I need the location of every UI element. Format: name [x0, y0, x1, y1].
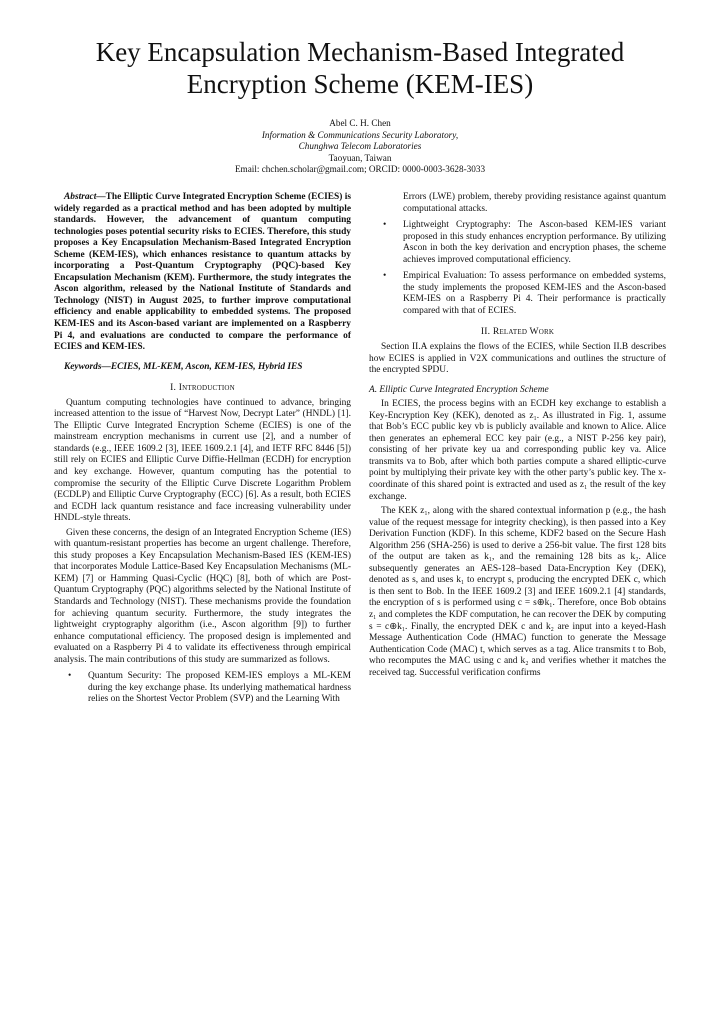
subsection-heading-ecies: A. Elliptic Curve Integrated Encryption Scheme [369, 384, 549, 395]
left-column [54, 192, 351, 711]
right-column [369, 192, 666, 711]
section-heading-introduction [54, 382, 351, 394]
intro-paragraph-2: Given these concerns, the design of an Integrated Encryption Scheme (IES) with quantum-resistant properties has become an urgent challenge. Therefore, this study proposes a Key Encapsulation Mechanism-Based IES (KEM-IES) that incorporates Module Lattice-Based Key Encapsulation Mechanisms (ML-KEM) [7] or Hamming Quasi-Cyclic (HQC) [8], both of which are Post-Quantum Cryptography (PQC) algorithms selected by the National Institute of Standards and Technology (NIST). These mechanisms provide the foundation for achieving quantum security. Furthermore, the study integrates the lightweight cryptography algorithm (i.e., Ascon algorithm [9]) to further enhance computational efficiency. The proposed design is implemented and evaluated on a Raspberry Pi 4 to validate its effectiveness through empirical analysis. The main contributions of this study are summarized as follows. [54, 527, 351, 665]
author-affiliation-org: Chunghwa Telecom Laboratories [298, 141, 422, 152]
section-number: I. [170, 382, 177, 394]
author-location: Taoyuan, Taiwan [328, 152, 392, 163]
list-item [369, 192, 666, 215]
list-item [54, 671, 351, 706]
list-item [369, 220, 666, 266]
bullet-icon: • [68, 671, 72, 682]
ecies-paragraph-1: In ECIES, the process begins with an ECDH key exchange to establish a Key-Encryption Key (KEK), denoted as z₁. As illustrated in Fig. 1, assume that Bob’s ECC public key vb is publicly available and known to Alice. Alice then generates an ephemeral ECC key pair (e.g., a NIST P-256 key pair), consisting of her private key ua and corresponding public key va. Alice transmits va to Bob, after which both parties compute a shared elliptic-curve point by multiplying their private key with the other party’s public key. The x-coordinate of this shared point is extracted and used as z₁ the result of the key exchange. [369, 399, 666, 502]
contributions-list-continued [369, 192, 666, 317]
keywords: Keywords—ECIES, ML-KEM, Ascon, KEM-IES, Hybrid IES [64, 361, 303, 372]
bullet-text-lightweight: Lightweight Cryptography: The Ascon-based KEM-IES variant proposed in this study enhances encryption performance. By utilizing Ascon in both the key derivation and encryption phases, the scheme achieves improved computational efficiency. [403, 220, 666, 265]
paper-title: Key Encapsulation Mechanism-Based Integrated Encryption Scheme (KEM-IES) [95, 37, 625, 99]
section-title: Related Work [492, 326, 555, 338]
bullet-text-evaluation: Empirical Evaluation: To assess performance on embedded systems, the study implements the proposed KEM-IES and the Ascon-based KEM-IES on a Raspberry Pi 4. Their performance is practically compared with that of ECIES. [403, 271, 666, 316]
author-affiliation-lab: Information & Communications Security Laboratory, [261, 129, 459, 140]
bullet-text-continued: Errors (LWE) problem, thereby providing resistance against quantum computational attacks. [403, 191, 666, 214]
section-number: II. [480, 326, 491, 338]
ecies-paragraph-2: The KEK z₁, along with the shared contextual information p (e.g., the hash value of the request message for integrity checking), is then passed into a Key Derivation Function (KDF). In this scheme, KDF2 based on the Secure Hash Algorithm 256 (SHA-256) is used to derive a 256-bit value. The first 128 bits of the output are taken as k₁, and the remaining 128 bits as k₂. Alice subsequently generates an AES-128–based Data-Encryption Key (DEK), denoted as s, and uses k₁ to encrypt s, producing the encrypted DEK c, which is then sent to Bob. In the IEEE 1609.2 [3] and IEEE 1609.2.1 [4] standards, the encryption of s is performed using c = s⊕k₁. Therefore, once Bob obtains z₁ and completes the KDF computation, he can recover the DEK by computing s = c⊕k₁. Finally, the encrypted DEK c and k₂ are input into a keyed-Hash Message Authentication Code (HMAC) function to generate the Message Authentication Code (MAC) t, which serves as a tag. Alice transmits t to Bob, who recomputes the MAC using c and k₂ and verifies whether it matches the received tag. Successful verification confirms [369, 506, 666, 678]
bullet-text-quantum-security: Quantum Security: The proposed KEM-IES employs a ML-KEM during the key exchange phase. Its underlying mathematical hardness relies on the Shortest Vector Problem (SVP) and the Learning With [88, 671, 351, 705]
abstract-text: —The Elliptic Curve Integrated Encryption Scheme (ECIES) is widely regarded as a practical method and has been adopted by multiple standards. However, the advancement of quantum computing technologies poses potential security risks to ECIES. Therefore, this study proposes a Key Encapsulation Mechanism-Based Integrated Encryption Scheme (KEM-IES), which enhances resistance to quantum attacks by incorporating a Post-Quantum Cryptography (PQC)-based Key Encapsulation Mechanism (KEM). Furthermore, the study integrates the Ascon algorithm, released by the National Institute of Standards and Technology (NIST) in August 2025, to further improve computational efficiency and enable applicability to embedded systems. The proposed KEM-IES and its Ascon-based variant are implemented on a Raspberry Pi 4, and evaluations are conducted to compare the performance of ECIES and KEM-IES. [54, 191, 351, 353]
abstract [54, 192, 351, 354]
contributions-list [54, 671, 351, 706]
two-column-body [54, 192, 666, 711]
abstract-label: Abstract [64, 191, 97, 202]
section-heading-related-work [369, 326, 666, 338]
author-block [54, 118, 666, 176]
author-name: Abel C. H. Chen [329, 118, 391, 128]
author-contact: Email: chchen.scholar@gmail.com; ORCID: 0000-0003-3628-3033 [234, 164, 486, 175]
bullet-icon: • [383, 271, 387, 282]
related-work-intro: Section II.A explains the flows of the ECIES, while Section II.B describes how ECIES is applied in V2X communications and outlines the structure of the encrypted SPDU. [369, 341, 666, 376]
intro-paragraph-1: Quantum computing technologies have continued to advance, bringing increased attention to the issue of “Harvest Now, Decrypt Later” (HNDL) [1]. The Elliptic Curve Integrated Encryption Scheme (ECIES) is one of the mainstream encryption mechanisms in current use [2], and a number of standards (e.g., IEEE 1609.2 [3], IEEE 1609.2.1 [4], and IETF RFC 8446 [5]) still rely on ECIES and Elliptic Curve Diffie-Hellman (ECDH) for encryption and key exchange. However, quantum computing has the potential to compromise the security of the Elliptic Curve Discrete Logarithm Problem (ECDLP) and Elliptic Curve Cryptography (ECC) [6]. As a result, both ECIES and ECDH lack quantum resistance and face increasing vulnerability under HNDL-style threats. [54, 397, 351, 524]
section-title: Introduction [178, 382, 235, 394]
bullet-icon: • [383, 220, 387, 231]
list-item [369, 271, 666, 317]
